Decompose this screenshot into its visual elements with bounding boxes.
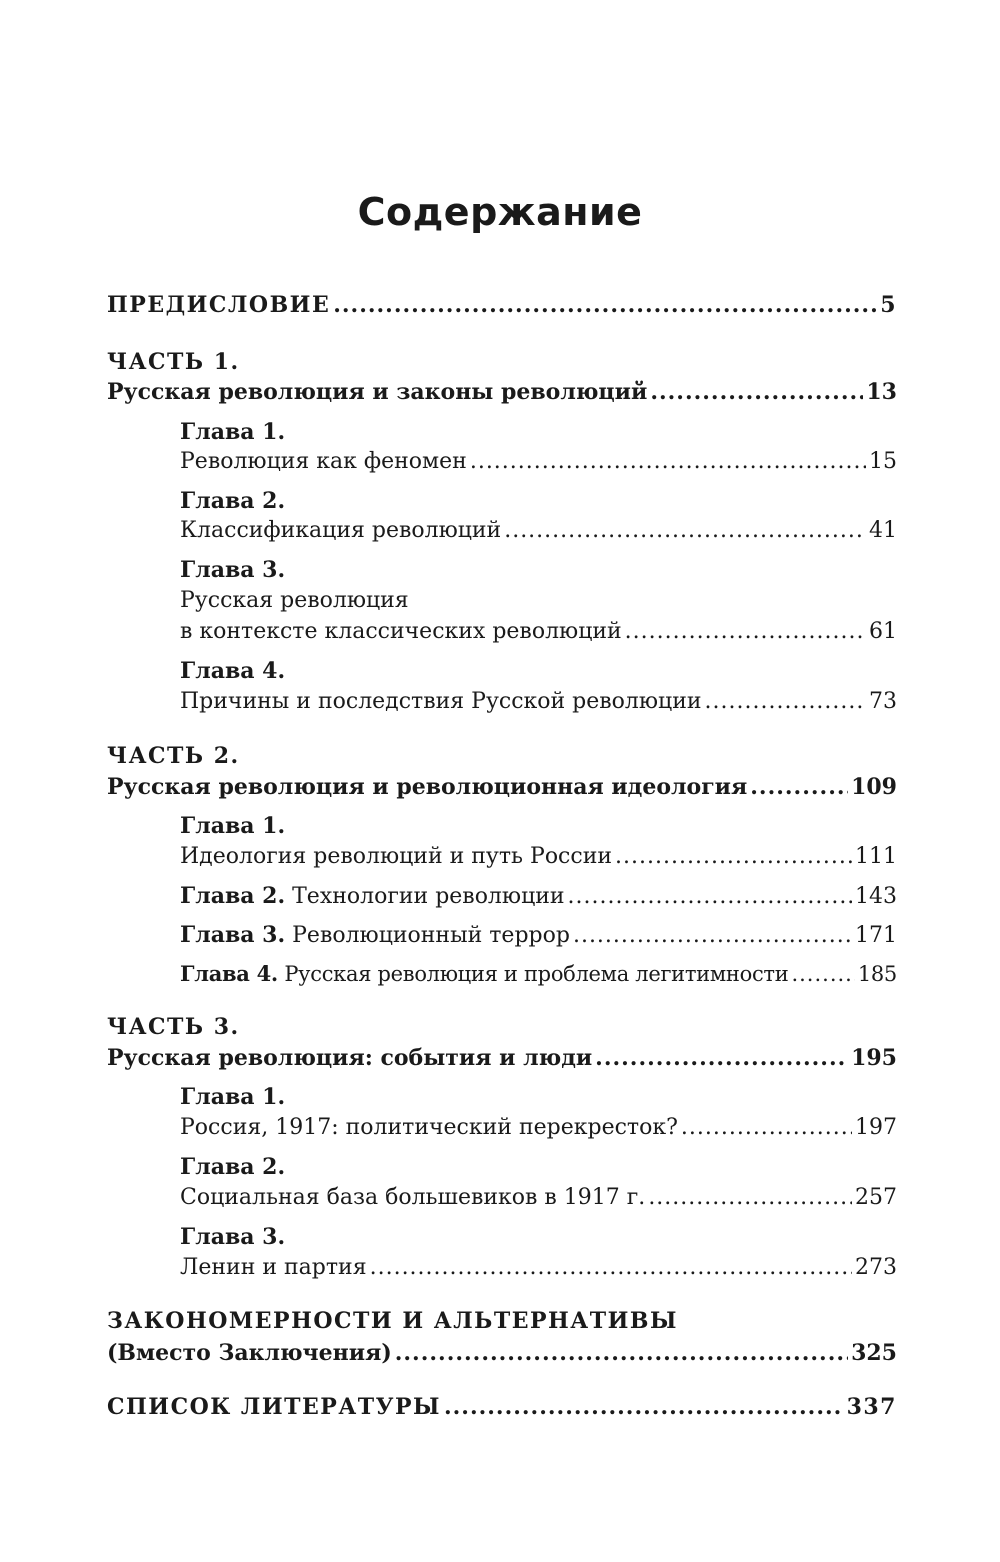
leader-dots	[444, 1392, 844, 1422]
toc-entry-label: СПИСОК ЛИТЕРАТУРЫ	[107, 1394, 441, 1420]
leader-dots	[750, 772, 848, 802]
toc-entry-label: ПРЕДИСЛОВИЕ	[107, 292, 331, 318]
chapter-heading: Глава 3.	[180, 922, 286, 948]
toc-entry-label: Русская революция: события и люди	[107, 1045, 593, 1071]
leader-dots	[568, 882, 852, 912]
toc-entry-label: Россия, 1917: политический перекресток?	[180, 1115, 678, 1140]
chapter-heading: Глава 4.	[180, 961, 278, 986]
page-number: 171	[855, 923, 897, 948]
leader-dots	[470, 447, 866, 477]
leader-dots	[791, 959, 854, 989]
page-number: 61	[869, 619, 897, 644]
chapter-heading: Глава 2.	[180, 883, 286, 909]
toc-entry-label: Социальная база большевиков в 1917 г.	[180, 1185, 646, 1210]
toc-entry-label: Причины и последствия Русской революции	[180, 689, 702, 714]
toc-entry-label: Революция как феномен	[180, 449, 467, 474]
toc-entry-chapter[interactable]	[180, 617, 897, 647]
toc-entry-part2[interactable]	[107, 772, 897, 802]
page-number: 111	[855, 844, 897, 869]
chapter-heading: Глава 3.	[180, 1224, 286, 1250]
toc-entry-label: (Вместо Заключения)	[107, 1340, 392, 1366]
toc-entry-chapter[interactable]	[180, 1183, 897, 1213]
page-number: 41	[869, 518, 897, 543]
chapter-heading: Глава 2.	[180, 488, 286, 514]
toc-entry-conclusion[interactable]	[107, 1338, 897, 1368]
leader-dots	[625, 617, 866, 647]
chapter-title: Русская революция и проблема легитимности	[284, 962, 789, 986]
toc-entry-chapter[interactable]	[180, 447, 897, 477]
leader-dots	[504, 516, 866, 546]
page-number: 73	[869, 689, 897, 714]
toc-entry-label	[180, 881, 565, 912]
leader-dots	[705, 687, 866, 717]
page-number: 257	[855, 1185, 897, 1210]
leader-dots	[333, 290, 877, 320]
toc-entry-label	[180, 920, 570, 951]
page-number: 273	[855, 1255, 897, 1280]
toc-entry-chapter[interactable]	[180, 687, 897, 717]
page-number: 325	[851, 1340, 897, 1366]
chapter-title: Революционный террор	[292, 923, 570, 948]
toc-entry-chapter[interactable]	[180, 881, 897, 912]
toc-entry-label: в контексте классических революций	[180, 619, 622, 644]
part-heading: ЧАСТЬ 1.	[107, 349, 240, 375]
chapter-heading: Глава 4.	[180, 658, 286, 684]
page-number: 185	[857, 962, 897, 986]
page-number: 15	[869, 449, 897, 474]
page-number: 195	[851, 1045, 897, 1071]
page-number: 13	[866, 379, 897, 405]
toc-entry-chapter[interactable]	[180, 516, 897, 546]
toc-entry-chapter[interactable]	[180, 959, 897, 989]
toc-entry-part3[interactable]	[107, 1043, 897, 1073]
leader-dots	[395, 1338, 848, 1368]
page-number: 143	[855, 884, 897, 909]
page-number: 197	[855, 1115, 897, 1140]
toc-entry-chapter[interactable]	[180, 920, 897, 951]
chapter-heading: Глава 1.	[180, 419, 286, 445]
section-heading: ЗАКОНОМЕРНОСТИ И АЛЬТЕРНАТИВЫ	[107, 1308, 678, 1334]
page-number: 5	[880, 292, 897, 318]
page-number: 337	[846, 1394, 897, 1420]
chapter-heading: Глава 3.	[180, 557, 286, 583]
leader-dots	[615, 842, 852, 872]
part-heading: ЧАСТЬ 3.	[107, 1014, 240, 1040]
toc-entry-label	[180, 959, 788, 989]
toc-entry-part1[interactable]	[107, 377, 897, 407]
toc-entry-label-line1: Русская революция	[180, 588, 409, 613]
toc-entry-chapter[interactable]	[180, 1253, 897, 1283]
leader-dots	[650, 377, 863, 407]
leader-dots	[681, 1113, 852, 1143]
chapter-heading: Глава 1.	[180, 1084, 286, 1110]
leader-dots	[573, 921, 852, 951]
toc-entry-chapter[interactable]	[180, 1113, 897, 1143]
chapter-heading: Глава 1.	[180, 813, 286, 839]
toc-entry-bibliography[interactable]	[107, 1392, 897, 1422]
leader-dots	[648, 1183, 852, 1213]
chapter-title: Технологии революции	[292, 884, 565, 909]
leader-dots	[595, 1043, 848, 1073]
toc-entry-chapter[interactable]	[180, 842, 897, 872]
toc-entry-label: Классификация революций	[180, 518, 502, 543]
page-title: Содержание	[357, 190, 643, 234]
part-heading: ЧАСТЬ 2.	[107, 743, 240, 769]
toc-entry-label: Ленин и партия	[180, 1255, 367, 1280]
toc-entry-label: Русская революция и революционная идеология	[107, 774, 748, 800]
toc-entry-preface[interactable]	[107, 290, 897, 320]
leader-dots	[370, 1253, 852, 1283]
toc-entry-label: Идеология революций и путь России	[180, 844, 613, 869]
chapter-heading: Глава 2.	[180, 1154, 286, 1180]
page-number: 109	[851, 774, 897, 800]
toc-entry-label: Русская революция и законы революций	[107, 379, 648, 405]
